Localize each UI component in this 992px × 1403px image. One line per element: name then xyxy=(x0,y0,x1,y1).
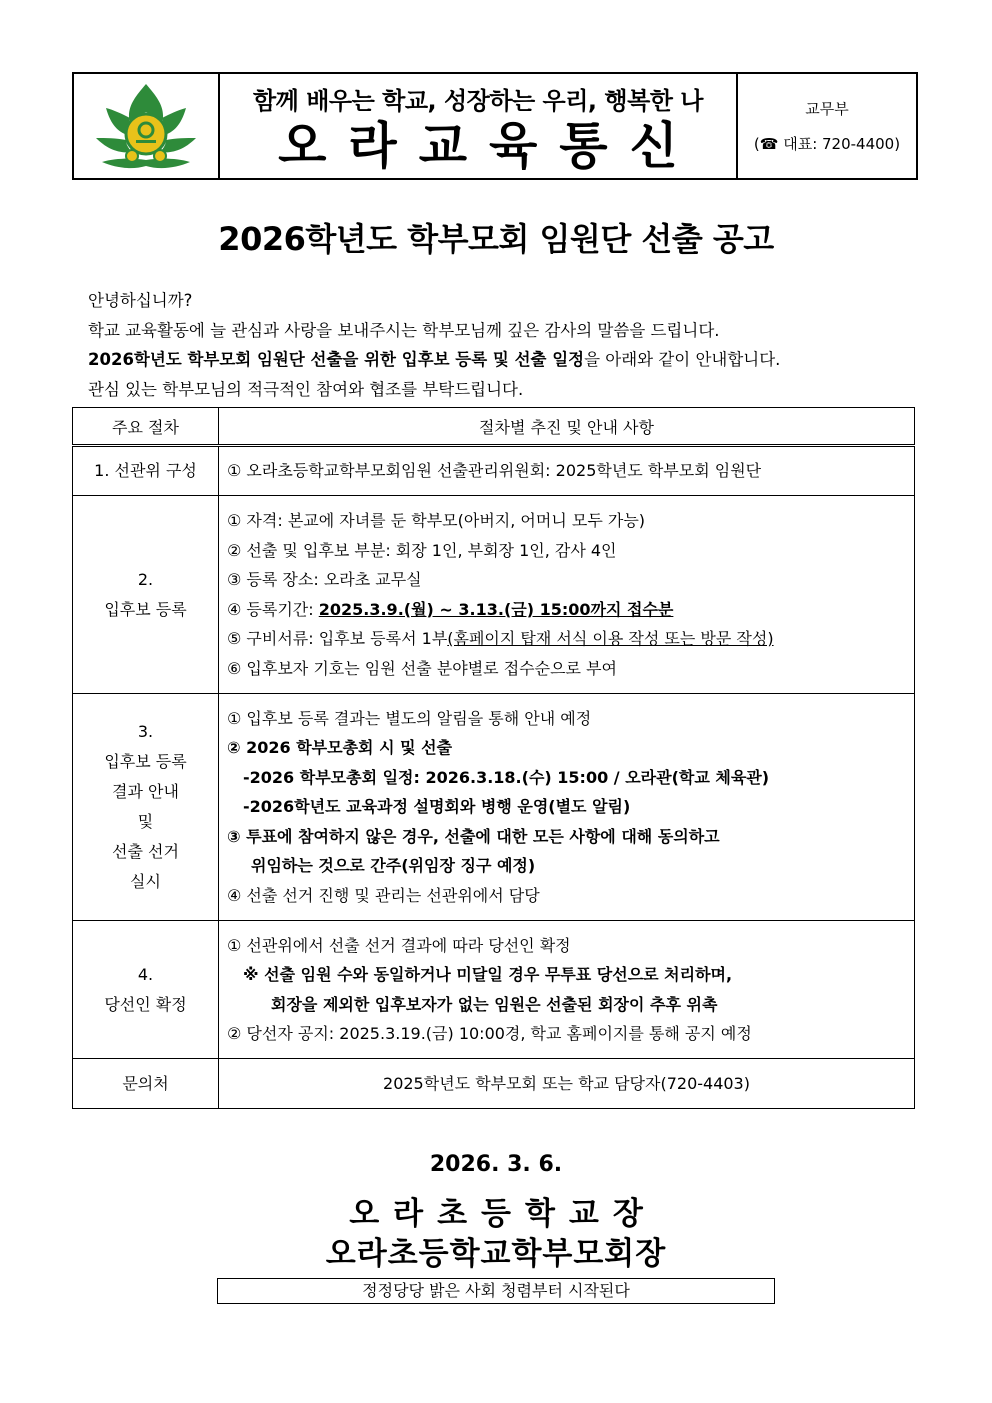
table-row xyxy=(73,694,915,921)
detail-cell xyxy=(219,694,915,921)
detail-line: ① 오라초등학교학부모회임원 선출관리위원회: 2025학년도 학부모회 임원단 xyxy=(227,461,762,481)
header-step: 주요 절차 xyxy=(73,408,219,446)
detail-line: ③ 등록 장소: 오라초 교무실 xyxy=(227,570,422,589)
detail-line: ※ 선출 임원 수와 동일하거나 미달일 경우 무투표 당선으로 처리하며, xyxy=(243,965,733,984)
intro-line-2: 학교 교육활동에 늘 관심과 사랑을 보내주시는 학부모님께 깊은 감사의 말씀을 드립니다. xyxy=(88,320,720,340)
detail-line: -2026 학부모총회 일정: 2026.3.18.(수) 15:00 / 오라관(학교 체육관) xyxy=(243,767,770,787)
school-emblem xyxy=(74,74,220,178)
intro-line-1: 안녕하십니까? xyxy=(88,291,193,310)
step-line: 실시 xyxy=(130,872,161,891)
documents-label: ⑤ 구비서류: 입후보 등록서 1부 xyxy=(227,629,448,648)
step-number: 2. xyxy=(137,569,154,589)
procedure-table xyxy=(72,407,915,1109)
step-line: 결과 안내 xyxy=(112,782,179,801)
step-line: 3. xyxy=(137,722,154,741)
masthead-center xyxy=(220,74,738,178)
detail-line: ② 2026 학부모총회 시 및 선출 xyxy=(227,738,453,758)
intro-line-4: 관심 있는 학부모님의 적극적인 참여와 협조를 부탁드립니다. xyxy=(88,379,524,399)
step-cell xyxy=(73,496,219,694)
step-name: 당선인 확정 xyxy=(104,994,187,1014)
intro-line-3 xyxy=(88,345,918,375)
detail-line: ② 선출 및 입후보 부분: 회장 1인, 부회장 1인, 감사 4인 xyxy=(227,540,617,560)
detail-cell xyxy=(219,496,915,694)
detail-line xyxy=(227,624,914,654)
step-name: 입후보 등록 xyxy=(104,599,187,619)
contact-cell: 2025학년도 학부모회 또는 학교 담당자(720-4403) xyxy=(219,1059,915,1109)
table-row xyxy=(73,496,915,694)
detail-line: ① 입후보 등록 결과는 별도의 알림을 통해 안내 예정 xyxy=(227,708,592,728)
table-row xyxy=(73,1059,915,1109)
page-title: 2026학년도 학부모회 임원단 선출 공고 xyxy=(218,220,774,258)
step-cell xyxy=(73,921,219,1059)
detail-line: ⑥ 입후보자 기호는 임원 선출 분야별로 접수순으로 부여 xyxy=(227,658,617,678)
table-header-row xyxy=(73,408,915,446)
intro-text xyxy=(88,286,918,404)
detail-line: ② 당선자 공지: 2025.3.19.(금) 10:00경, 학교 홈페이지를 통해 공지 예정 xyxy=(227,1024,752,1043)
header-details: 절차별 추진 및 안내 사항 xyxy=(219,408,915,446)
detail-line: 회장을 제외한 입후보자가 없는 임원은 선출된 회장이 추후 위촉 xyxy=(271,994,718,1014)
detail-line: 위임하는 것으로 간주(위임장 징구 예정) xyxy=(251,856,536,876)
integrity-motto: 정정당당 밝은 사회 청렴부터 시작된다 xyxy=(217,1278,775,1304)
detail-cell xyxy=(219,921,915,1059)
masthead-slogan: 함께 배우는 학교, 성장하는 우리, 행복한 나 xyxy=(253,86,703,115)
detail-line: -2026학년도 교육과정 설명회와 병행 운영(별도 알림) xyxy=(243,797,631,817)
department: 교무부 xyxy=(805,100,849,118)
period-label: ④ 등록기간: xyxy=(227,599,319,619)
documents-note: (홈페이지 탑재 서식 이용 작성 또는 방문 작성) xyxy=(447,629,774,648)
table-row xyxy=(73,921,915,1059)
table-row xyxy=(73,446,915,496)
step-line: 입후보 등록 xyxy=(104,752,187,771)
masthead xyxy=(72,72,918,180)
detail-cell xyxy=(219,446,915,496)
parent-association-signature: 오라초등학교학부모회장 xyxy=(325,1236,667,1272)
principal-signature: 오라초등학교장 xyxy=(349,1196,657,1232)
intro-bold-part: 2026학년도 학부모회 임원단 선출을 위한 입후보 등록 및 선출 일정 xyxy=(88,350,585,369)
step-line: 및 xyxy=(137,812,154,831)
school-emblem-icon xyxy=(86,78,206,174)
detail-line: ① 자격: 본교에 자녀를 둔 학부모(아버지, 어머니 모두 가능) xyxy=(227,511,646,530)
step-cell: 1. 선관위 구성 xyxy=(73,446,219,496)
masthead-title: 오라교육통신 xyxy=(278,116,700,175)
phone-number: (☎ 대표: 720-4400) xyxy=(753,135,901,153)
intro-rest: 을 아래와 같이 안내합니다. xyxy=(584,350,781,369)
step-line: 선출 선거 xyxy=(112,842,179,861)
issue-date: 2026. 3. 6. xyxy=(429,1152,563,1177)
detail-line: ④ 선출 선거 진행 및 관리는 선관위에서 담당 xyxy=(227,885,540,905)
step-cell: 문의처 xyxy=(73,1059,219,1109)
detail-line xyxy=(227,595,914,625)
detail-line: ① 선관위에서 선출 선거 결과에 따라 당선인 확정 xyxy=(227,935,571,955)
detail-line: ③ 투표에 참여하지 않은 경우, 선출에 대한 모든 사항에 대해 동의하고 xyxy=(227,826,720,846)
registration-period: 2025.3.9.(월) ~ 3.13.(금) 15:00까지 접수분 xyxy=(318,599,674,619)
step-number: 4. xyxy=(137,964,154,984)
masthead-contact xyxy=(738,74,916,178)
step-cell xyxy=(73,694,219,921)
